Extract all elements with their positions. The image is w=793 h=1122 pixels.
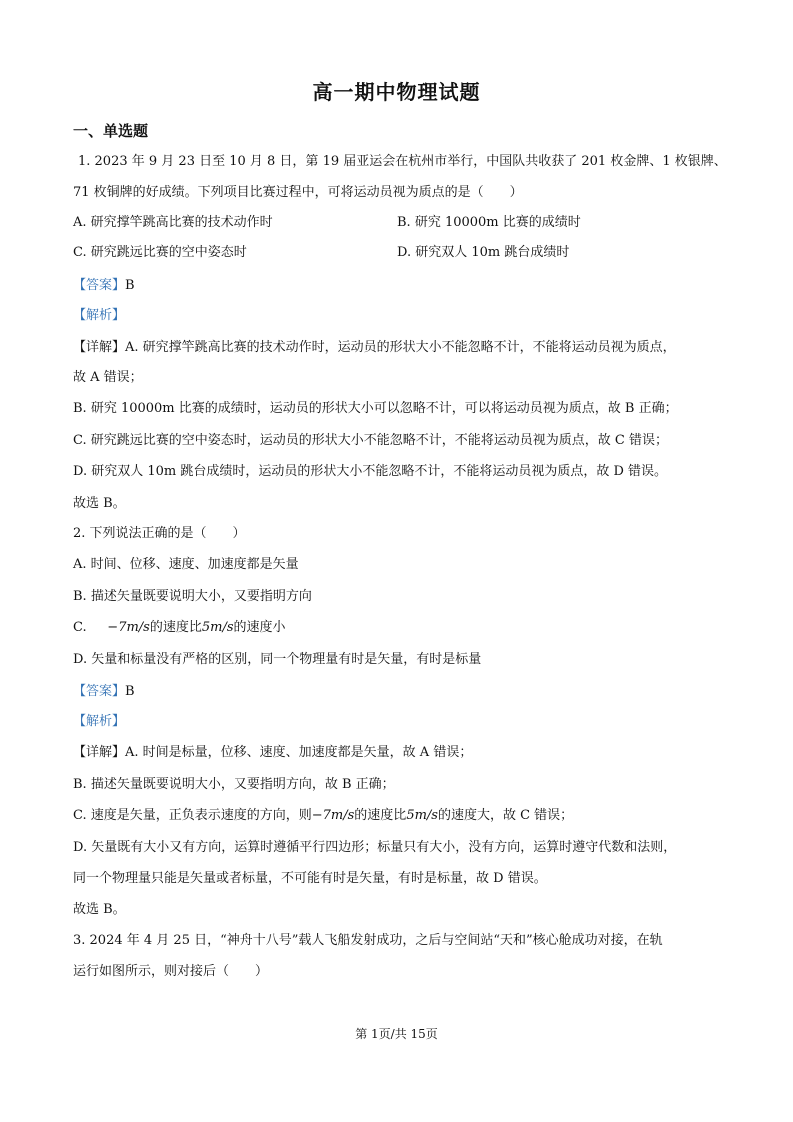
detail-tag: 【详解】 bbox=[73, 340, 126, 355]
option-text-mid: 的速度比 bbox=[149, 620, 202, 635]
q1-detail-line-1 bbox=[73, 338, 723, 358]
answer-value: B bbox=[125, 278, 135, 293]
q1-detail-line-3: B. 研究 10000m 比赛的成绩时，运动员的形状大小可以忽略不计，可以将运动员视为质点，故 B 正确； bbox=[73, 401, 678, 416]
q2-option-c bbox=[73, 618, 723, 638]
detail-tag: 【详解】 bbox=[73, 745, 126, 760]
q2-detail-line-3 bbox=[73, 806, 723, 826]
option-letter: C. bbox=[73, 620, 87, 635]
detail-text: A. 研究撑竿跳高比赛的技术动作时，运动员的形状大小不能忽略不计，不能将运动员视为质点， bbox=[125, 340, 676, 355]
answer-value: B bbox=[125, 684, 135, 699]
q2-detail-line-2: B. 描述矢量既要说明大小，又要指明方向，故 B 正确； bbox=[73, 777, 395, 792]
q1-detail-line-2: 故 A 错误； bbox=[73, 370, 143, 385]
option-text-suffix: 的速度小 bbox=[233, 620, 286, 635]
analysis-tag: 【解析】 bbox=[73, 714, 126, 729]
q1-answer bbox=[73, 276, 723, 296]
page-title: 高一期中物理试题 bbox=[312, 80, 481, 104]
detail-text-mid: 的速度比 bbox=[354, 808, 407, 823]
q1-conclusion: 故选 B。 bbox=[73, 496, 126, 511]
detail-text-prefix: C. 速度是矢量，正负表示速度的方向，则 bbox=[73, 808, 312, 823]
q1-option-d: D. 研究双人 10m 跳台成绩时 bbox=[397, 245, 570, 260]
q1-analysis-tag bbox=[73, 306, 723, 326]
q2-detail-line-5: 同一个物理量只能是矢量或者标量，不可能有时是矢量，有时是标量，故 D 错误。 bbox=[73, 871, 547, 886]
q1-detail-line-4: C. 研究跳远比赛的空中姿态时，运动员的形状大小不能忽略不计，不能将运动员视为质点，故 C 错误； bbox=[73, 433, 668, 448]
math-value-1: −7m/s bbox=[107, 620, 150, 635]
section-heading: 一、单选题 bbox=[73, 122, 149, 140]
q3-stem-line-2: 运行如图所示，则对接后（ ） bbox=[73, 964, 269, 979]
q1-detail-line-5: D. 研究双人 10m 跳台成绩时，运动员的形状大小不能忽略不计，不能将运动员视为质点，故 D 错误。 bbox=[73, 464, 668, 479]
q2-option-a: A. 时间、位移、速度、加速度都是矢量 bbox=[73, 557, 299, 572]
q2-detail-line-4: D. 矢量既有大小又有方向，运算时遵循平行四边形；标量只有大小，没有方向，运算时遵守代数和法则， bbox=[73, 840, 677, 855]
answer-tag: 【答案】 bbox=[73, 278, 126, 293]
math-value-1: −7m/s bbox=[311, 808, 355, 823]
q1-stem-line-1: 1. 2023 年 9 月 23 日至 10 月 8 日，第 19 届亚运会在杭州市举行，中国队共收获了 201 枚金牌、1 枚银牌、 bbox=[78, 154, 727, 169]
q2-option-b: B. 描述矢量既要说明大小，又要指明方向 bbox=[73, 589, 312, 604]
q2-analysis-tag bbox=[73, 712, 723, 732]
q2-conclusion: 故选 B。 bbox=[73, 902, 126, 917]
detail-text: A. 时间是标量，位移、速度、加速度都是矢量，故 A 错误； bbox=[125, 745, 473, 760]
q1-option-b: B. 研究 10000m 比赛的成绩时 bbox=[397, 215, 581, 230]
math-value-2: 5m/s bbox=[406, 808, 438, 823]
analysis-tag: 【解析】 bbox=[73, 308, 126, 323]
q1-option-a: A. 研究撑竿跳高比赛的技术动作时 bbox=[73, 215, 273, 230]
q2-answer bbox=[73, 682, 723, 702]
page-footer: 第 1页/共 15页 bbox=[355, 1027, 438, 1041]
q3-stem-line-1: 3. 2024 年 4 月 25 日，“神舟十八号”载人飞船发射成功，之后与空间站“天和”核心舱成功对接，在轨 bbox=[73, 933, 663, 948]
detail-text-suffix: 的速度大，故 C 错误； bbox=[437, 808, 574, 823]
q2-option-d: D. 矢量和标量没有严格的区别，同一个物理量有时是矢量，有时是标量 bbox=[73, 652, 482, 667]
q1-stem-line-2: 71 枚铜牌的好成绩。下列项目比赛过程中，可将运动员视为质点的是（ ） bbox=[73, 185, 523, 200]
q1-option-c: C. 研究跳远比赛的空中姿态时 bbox=[73, 245, 247, 260]
q2-detail-line-1 bbox=[73, 743, 723, 763]
answer-tag: 【答案】 bbox=[73, 684, 126, 699]
math-value-2: 5m/s bbox=[201, 620, 234, 635]
q2-stem: 2. 下列说法正确的是（ ） bbox=[73, 526, 246, 541]
